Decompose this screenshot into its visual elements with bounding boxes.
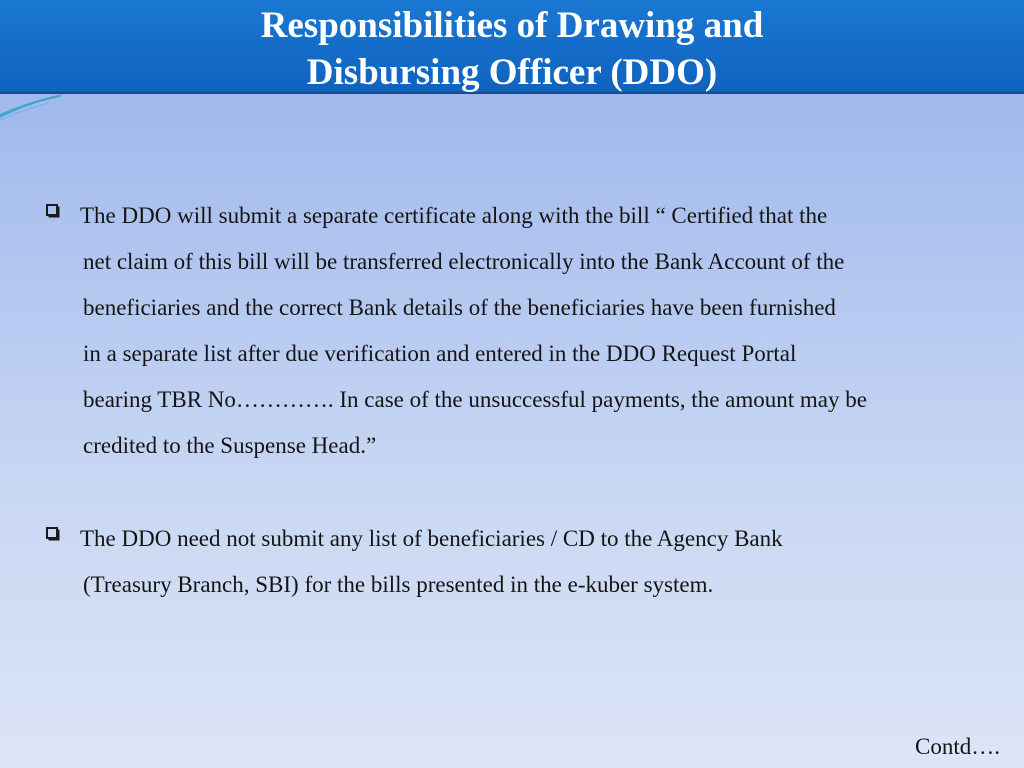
bullet-line: in a separate list after due verification and entered in the DDO Request Portal — [83, 341, 797, 366]
slide-title-line-1: Responsibilities of Drawing and — [260, 5, 764, 46]
bullet-line: credited to the Suspense Head.” — [83, 433, 377, 458]
bullet-line: net claim of this bill will be transferred electronically into the Bank Account of the — [83, 249, 845, 274]
bullet-line: (Treasury Branch, SBI) for the bills presented in the e-kuber system. — [83, 572, 714, 597]
bullet-line: The DDO need not submit any list of beneficiaries / CD to the Agency Bank — [80, 526, 783, 551]
hollow-square-bullet-icon — [46, 527, 58, 539]
slide-title-line-2: Disbursing Officer (DDO) — [306, 52, 718, 93]
bullet-line: The DDO will submit a separate certificate along with the bill “ Certified that the — [80, 203, 828, 228]
bullet-text — [80, 516, 1006, 608]
hollow-square-bullet-icon — [46, 204, 58, 216]
bullet-text — [80, 193, 1006, 469]
continued-label: Contd…. — [915, 734, 1000, 759]
bullet-line: beneficiaries and the correct Bank details of the beneficiaries have been furnished — [83, 295, 836, 320]
bullet-line: bearing TBR No…………. In case of the unsuccessful payments, the amount may be — [83, 387, 867, 412]
